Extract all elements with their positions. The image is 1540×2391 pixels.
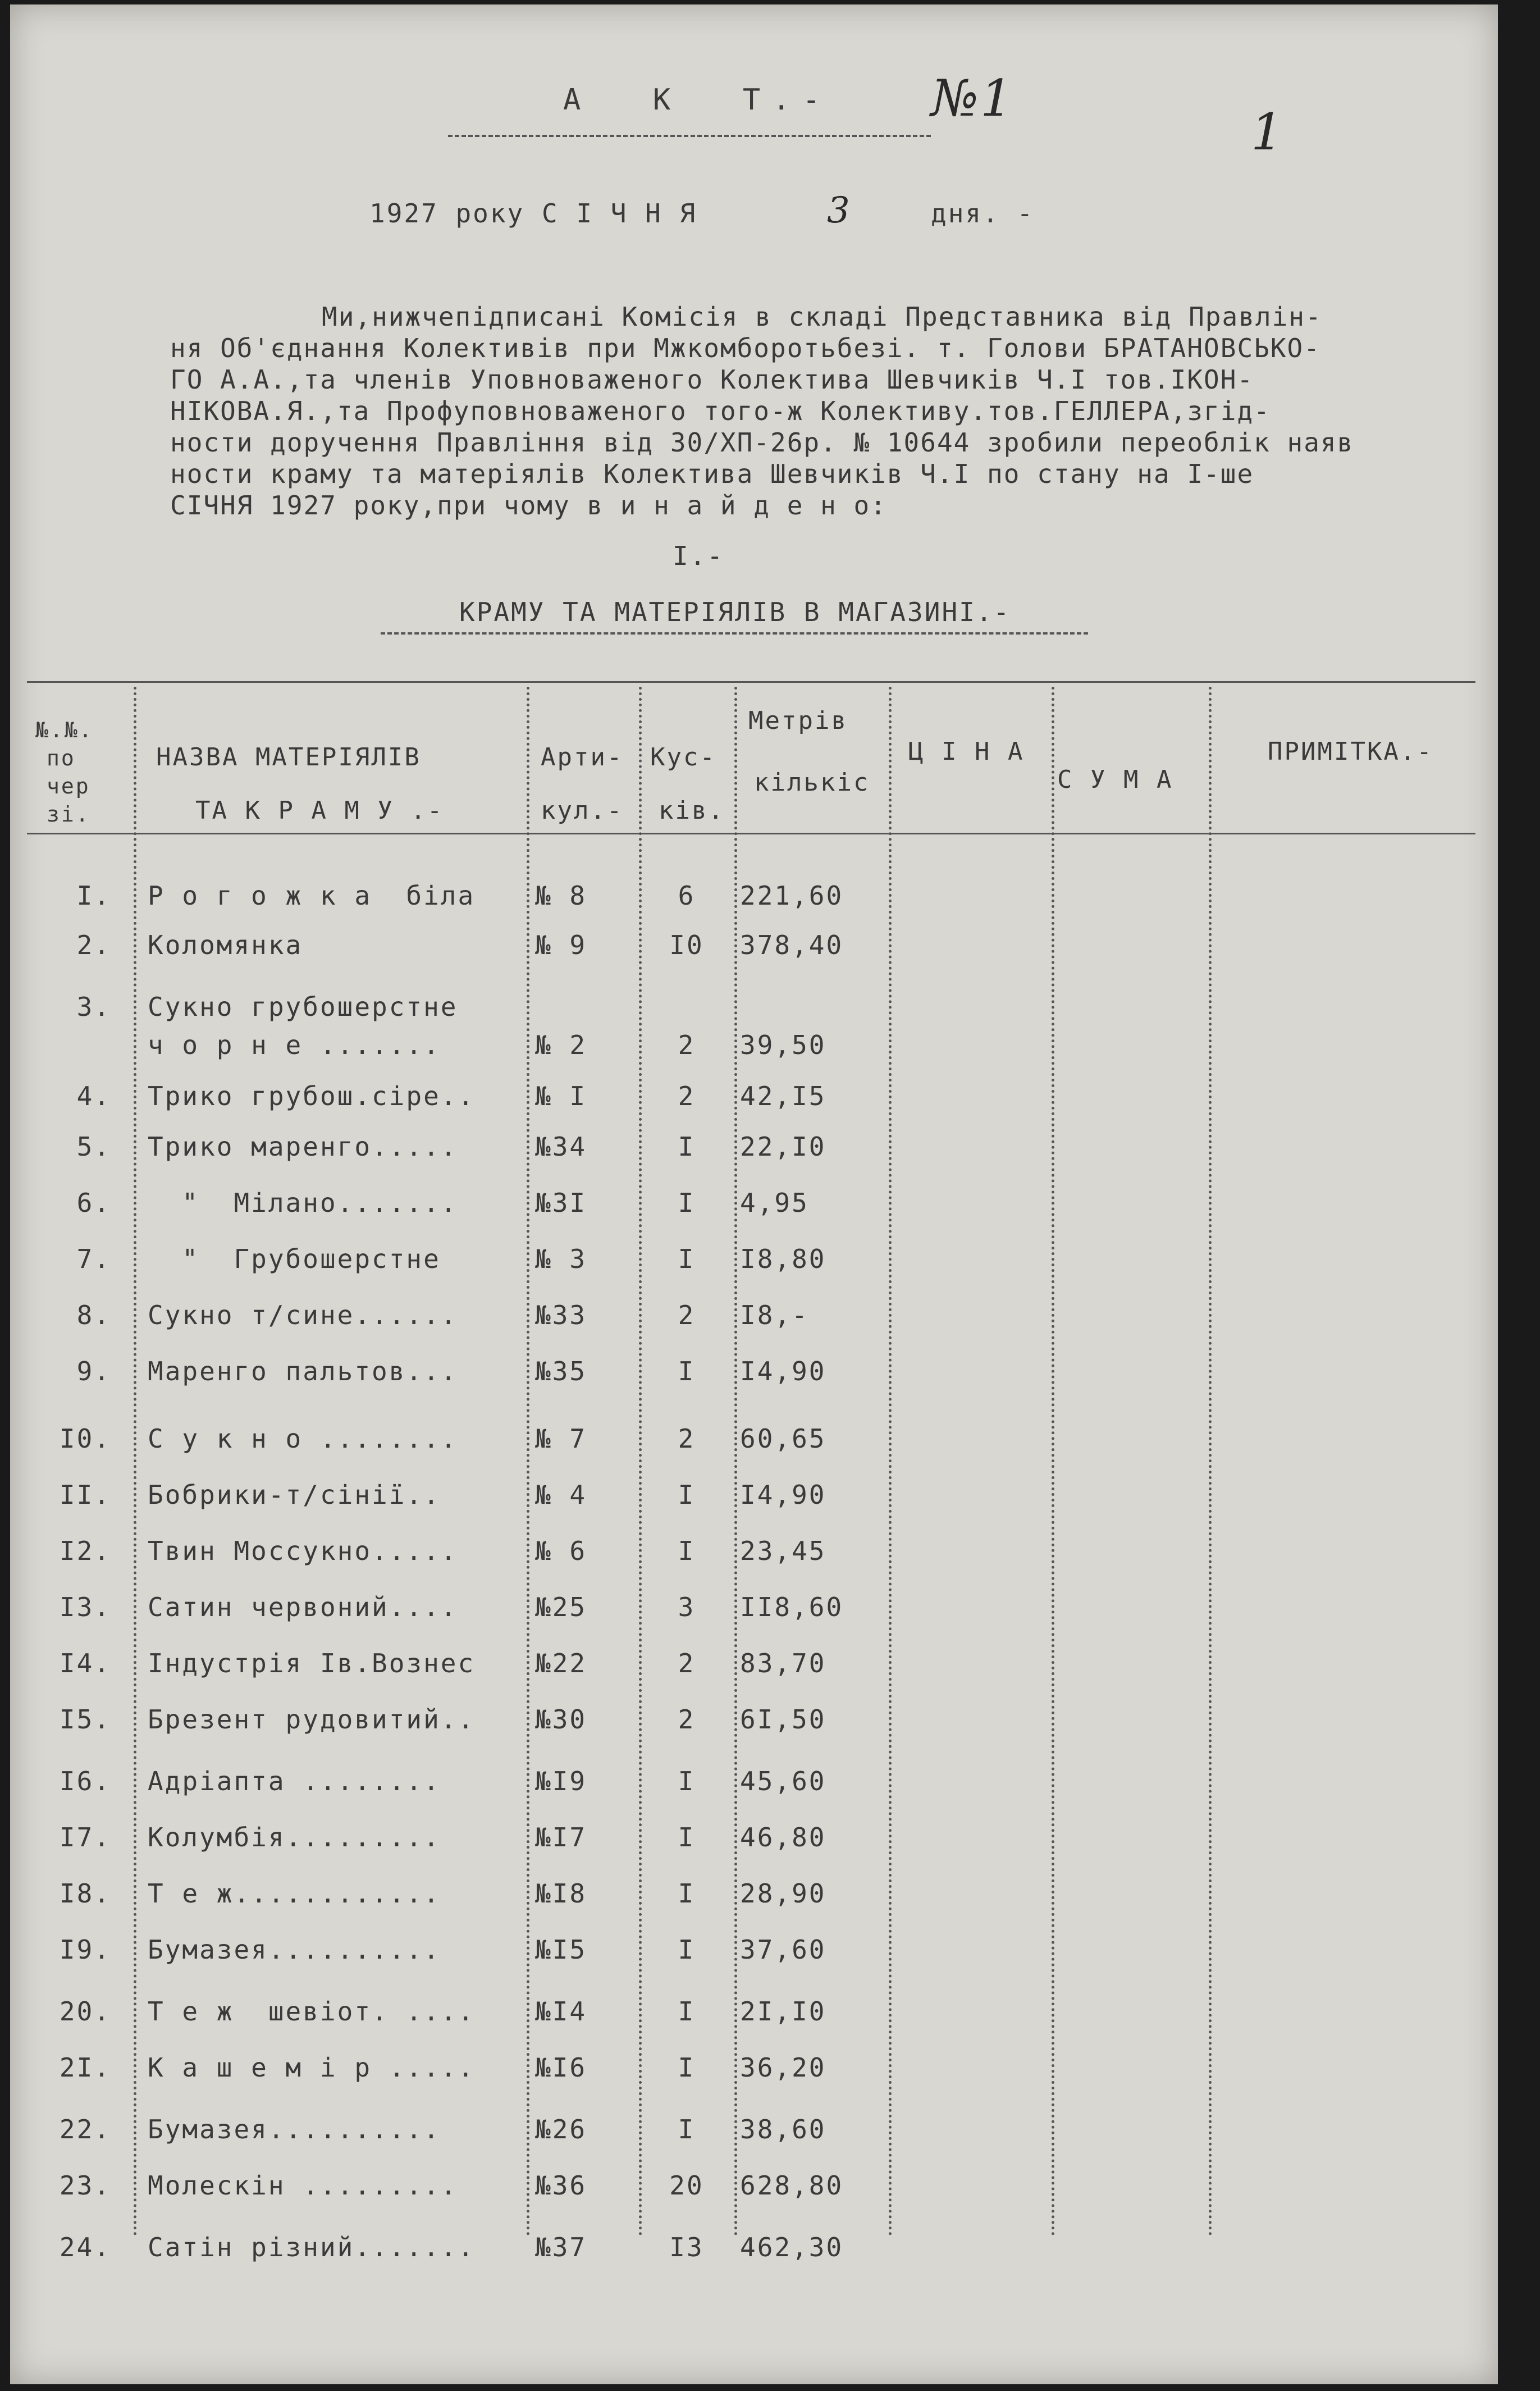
table-row	[10, 1131, 1498, 1176]
row-meters: 83,70	[740, 1648, 826, 1678]
header-pieces-line: Кус-	[650, 743, 716, 772]
act-number-handwritten: №1	[931, 69, 1015, 128]
row-meters: 28,90	[740, 1878, 826, 1909]
table-row	[10, 1081, 1498, 1126]
document-page	[10, 4, 1498, 2384]
row-number: І7.	[59, 1822, 111, 1852]
row-material-name: Бумазея..........	[148, 1934, 441, 1965]
row-pieces: 2	[678, 1704, 696, 1735]
section-title: КРАМУ ТА МАТЕРІЯЛІВ В МАГАЗИНІ.-	[459, 597, 1011, 627]
row-number: 22.	[59, 2114, 111, 2144]
section-title-underline	[381, 632, 1088, 635]
row-article: №33	[535, 1300, 587, 1330]
row-meters: 23,45	[740, 1536, 826, 1566]
row-material-name: Сукно грубошерстне	[148, 992, 458, 1022]
header-num-line: по	[47, 746, 76, 770]
row-material-name: Т е ж............	[148, 1878, 441, 1909]
header-num-line: №.№.	[35, 718, 94, 742]
intro-line: ГО А.А.,та членів Уповноваженого Колектива Шевчиків Ч.І тов.ІКОН-	[170, 364, 1254, 395]
header-meters-line: Метрів	[748, 706, 848, 735]
header-article-line: Арти-	[541, 743, 624, 772]
row-article: № І	[535, 1081, 587, 1111]
header-name-line: НАЗВА МАТЕРІЯЛІВ	[156, 743, 421, 772]
row-material-name: Бумазея..........	[148, 2114, 441, 2144]
row-article: № 9	[535, 930, 587, 960]
table-row	[10, 1188, 1498, 1233]
row-pieces: І3	[669, 2232, 704, 2262]
row-material-name: Сукно т/сине......	[148, 1300, 458, 1330]
row-pieces: І	[678, 1878, 696, 1909]
row-meters: 36,20	[740, 2052, 826, 2083]
row-article: № 8	[535, 880, 587, 911]
table-row	[10, 1934, 1498, 1979]
row-material-name: Індустрія Ів.Вознес	[148, 1648, 476, 1678]
row-article: №І9	[535, 1766, 587, 1796]
header-note: ПРИМІТКА.-	[1268, 737, 1433, 766]
row-material-name: Т е ж шевіот. ....	[148, 1996, 476, 2027]
row-material-name: К а ш е м і р .....	[148, 2052, 476, 2083]
header-pieces-line: ків.	[659, 796, 725, 825]
row-meters: 6І,50	[740, 1704, 826, 1735]
row-material-name: Бобрики-т/сінії..	[148, 1480, 441, 1510]
row-number: І2.	[59, 1536, 111, 1566]
row-material-name: Трико маренго.....	[148, 1131, 458, 1162]
row-pieces: 3	[678, 1592, 696, 1622]
row-meters: 37,60	[740, 1934, 826, 1965]
table-row	[10, 1300, 1498, 1345]
table-row	[10, 1766, 1498, 1811]
row-material-name: С у к н о ........	[148, 1423, 458, 1454]
intro-line: НІКОВА.Я.,та Профуповноваженого того-ж Колективу.тов.ГЕЛЛЕРА,згід-	[170, 396, 1271, 426]
header-sum: С У М А	[1057, 765, 1173, 794]
table-row	[10, 930, 1498, 975]
row-pieces: І	[678, 1822, 696, 1852]
row-article: №І8	[535, 1878, 587, 1909]
row-meters: 38,60	[740, 2114, 826, 2144]
table-row	[10, 1592, 1498, 1637]
row-number: 7.	[76, 1244, 111, 1274]
row-number: 23.	[59, 2170, 111, 2201]
table-header-rule	[27, 833, 1475, 834]
row-pieces: І	[678, 1356, 696, 1386]
row-material-name: Р о г о ж к а біла	[148, 880, 476, 911]
table-row	[10, 1244, 1498, 1289]
table-row	[10, 2052, 1498, 2097]
table-top-rule	[27, 681, 1475, 683]
row-article: №І7	[535, 1822, 587, 1852]
intro-line: Ми,нижчепідписані Комісія в складі Представника від Правлін-	[322, 302, 1322, 332]
row-meters: І8,80	[740, 1244, 826, 1274]
row-article: №26	[535, 2114, 587, 2144]
row-meters: 4,95	[740, 1188, 809, 1218]
row-number: І5.	[59, 1704, 111, 1735]
row-material-name: Колумбія.........	[148, 1822, 441, 1852]
intro-paragraph	[170, 301, 1484, 521]
row-pieces: І	[678, 2052, 696, 2083]
row-article: №22	[535, 1648, 587, 1678]
row-material-name-continued: ч о р н е .......	[148, 1030, 441, 1060]
row-number: 24.	[59, 2232, 111, 2262]
row-article: № 6	[535, 1536, 587, 1566]
row-meters: 22,І0	[740, 1131, 826, 1162]
intro-line: ности краму та матеріялів Колектива Шевчиків Ч.І по стану на І-ше	[170, 459, 1254, 489]
row-meters: І4,90	[740, 1480, 826, 1510]
intro-line: СІЧНЯ 1927 року,при чому в и н а й д е н о:	[170, 490, 887, 521]
row-pieces: І	[678, 1131, 696, 1162]
row-meters: 42,І5	[740, 1081, 826, 1111]
row-meters: 628,80	[740, 2170, 844, 2201]
row-pieces: 2	[678, 1648, 696, 1678]
row-number: 4.	[76, 1081, 111, 1111]
table-row	[10, 1480, 1498, 1525]
row-article: №І4	[535, 1996, 587, 2027]
row-pieces: І0	[669, 930, 704, 960]
row-meters: І8,-	[740, 1300, 809, 1330]
row-meters: 378,40	[740, 930, 844, 960]
row-pieces: І	[678, 1934, 696, 1965]
table-row	[10, 1423, 1498, 1468]
row-pieces: І	[678, 2114, 696, 2144]
row-number: І3.	[59, 1592, 111, 1622]
row-meters: 221,60	[740, 880, 844, 911]
row-number: І0.	[59, 1423, 111, 1454]
row-meters: 60,65	[740, 1423, 826, 1454]
header-name-line: ТА К Р А М У .-	[195, 796, 444, 825]
table-row	[10, 1536, 1498, 1581]
row-number: 2.	[76, 930, 111, 960]
row-number: І9.	[59, 1934, 111, 1965]
row-meters: 462,30	[740, 2232, 844, 2262]
row-meters: ІІ8,60	[740, 1592, 844, 1622]
date-suffix: дня. -	[931, 198, 1035, 229]
row-article: № 4	[535, 1480, 587, 1510]
row-number: 8.	[76, 1300, 111, 1330]
row-number: І.	[76, 880, 111, 911]
row-article: №І6	[535, 2052, 587, 2083]
row-number: І8.	[59, 1878, 111, 1909]
header-article-line: кул.-	[541, 796, 624, 825]
row-article: № 2	[535, 1030, 587, 1060]
row-pieces: 6	[678, 880, 696, 911]
row-pieces: І	[678, 1766, 696, 1796]
row-number: 9.	[76, 1356, 111, 1386]
row-meters: 45,60	[740, 1766, 826, 1796]
header-meters-line: кількіс	[754, 768, 870, 797]
row-number: ІІ.	[59, 1480, 111, 1510]
table-row	[10, 880, 1498, 925]
row-pieces: 2	[678, 1423, 696, 1454]
row-article: №34	[535, 1131, 587, 1162]
row-article: №35	[535, 1356, 587, 1386]
intro-line: ности доручення Правління від 30/ХП-26р. № 10644 зробили переоблік наяв	[170, 427, 1354, 458]
table-row	[10, 1648, 1498, 1693]
table-row	[10, 2114, 1498, 2159]
row-material-name: Маренго пальтов...	[148, 1356, 458, 1386]
table-row	[10, 1996, 1498, 2041]
row-meters: 2І,І0	[740, 1996, 826, 2027]
row-material-name: Брезент рудовитий..	[148, 1704, 476, 1735]
row-material-name: " Мілано.......	[148, 1188, 458, 1218]
title-underline	[448, 135, 931, 137]
row-article: №37	[535, 2232, 587, 2262]
table-row	[10, 1704, 1498, 1749]
row-material-name: Сатин червоний....	[148, 1592, 458, 1622]
row-pieces: І	[678, 1536, 696, 1566]
date-day-handwritten: 3	[827, 190, 852, 231]
row-pieces: І	[678, 1996, 696, 2027]
table-row	[10, 2232, 1498, 2277]
row-article: №І5	[535, 1934, 587, 1965]
section-number: І.-	[673, 541, 725, 571]
row-number: 2І.	[59, 2052, 111, 2083]
row-meters: 39,50	[740, 1030, 826, 1060]
row-pieces: 20	[669, 2170, 704, 2201]
table-row	[10, 1878, 1498, 1923]
row-pieces: 2	[678, 1300, 696, 1330]
row-article: № 7	[535, 1423, 587, 1454]
row-material-name: Твин Моссукно.....	[148, 1536, 458, 1566]
table-row	[10, 1822, 1498, 1867]
row-pieces: І	[678, 1244, 696, 1274]
row-article: №36	[535, 2170, 587, 2201]
row-material-name: Сатін різний.......	[148, 2232, 476, 2262]
row-pieces: 2	[678, 1030, 696, 1060]
document-title: А К Т.-	[563, 83, 833, 117]
table-row	[10, 2170, 1498, 2215]
row-article: №3І	[535, 1188, 587, 1218]
table-row	[10, 992, 1498, 1076]
row-article: № 3	[535, 1244, 587, 1274]
row-pieces: 2	[678, 1081, 696, 1111]
page-number-handwritten: 1	[1251, 103, 1285, 162]
row-pieces: І	[678, 1188, 696, 1218]
intro-line: ня Об'єднання Колективів при Мжкомборотьбезі. т. Голови БРАТАНОВСЬКО-	[170, 333, 1320, 363]
row-meters: І4,90	[740, 1356, 826, 1386]
row-number: 3.	[76, 992, 111, 1022]
row-material-name: Коломянка	[148, 930, 303, 960]
row-material-name: Трико грубош.сіре..	[148, 1081, 476, 1111]
row-number: 6.	[76, 1188, 111, 1218]
row-material-name: Адріапта ........	[148, 1766, 441, 1796]
row-number: І4.	[59, 1648, 111, 1678]
row-material-name: " Грубошерстне	[148, 1244, 441, 1274]
row-number: І6.	[59, 1766, 111, 1796]
row-article: №25	[535, 1592, 587, 1622]
date-prefix: 1927 року С І Ч Н Я	[369, 198, 697, 229]
row-material-name: Молескін .........	[148, 2170, 458, 2201]
header-num-line: зі.	[47, 802, 90, 827]
row-number: 20.	[59, 1996, 111, 2027]
row-pieces: І	[678, 1480, 696, 1510]
row-meters: 46,80	[740, 1822, 826, 1852]
table-row	[10, 1356, 1498, 1401]
header-num-line: чер	[47, 774, 90, 798]
row-number: 5.	[76, 1131, 111, 1162]
header-price: Ц І Н А	[908, 737, 1025, 766]
row-article: №30	[535, 1704, 587, 1735]
